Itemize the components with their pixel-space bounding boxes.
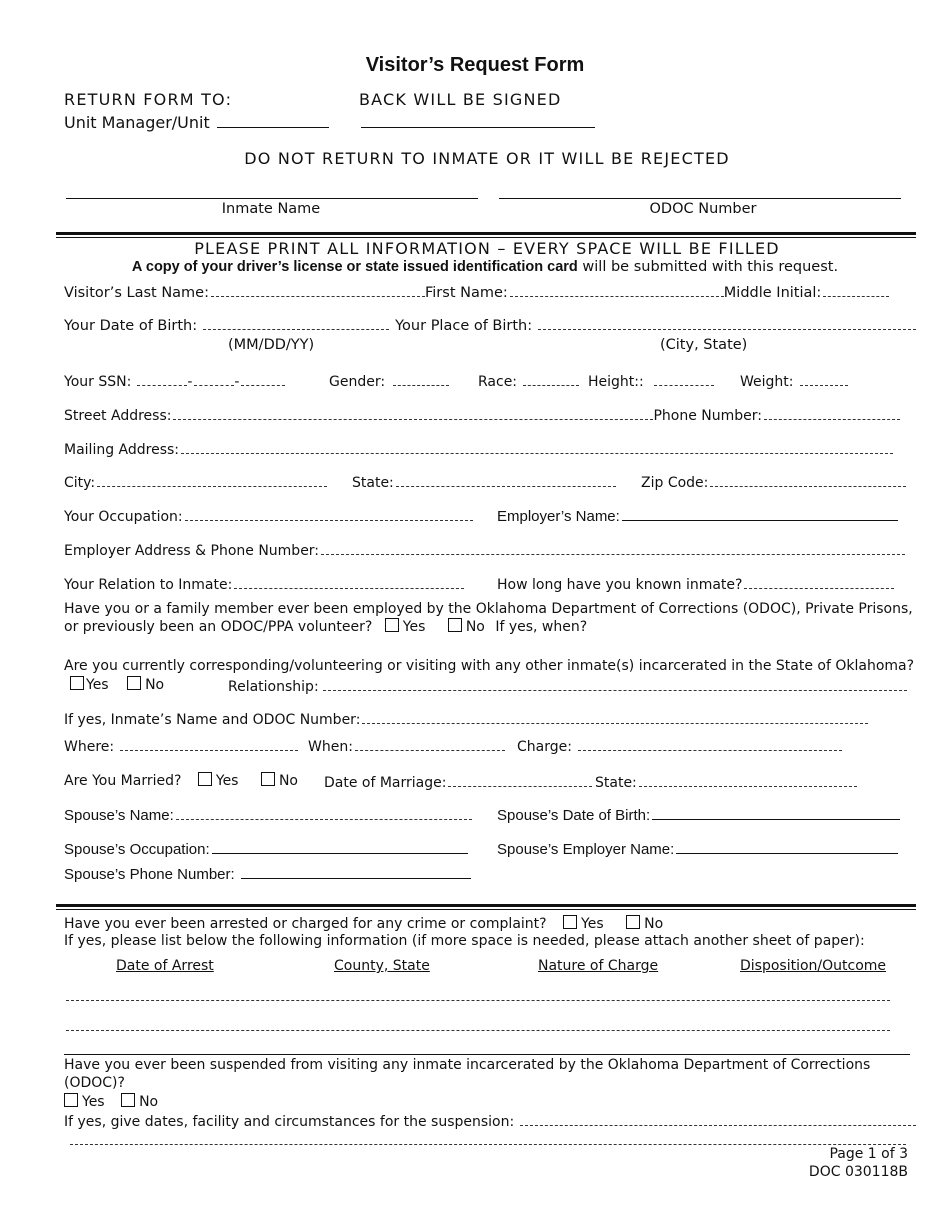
pob-hint: (City, State)	[660, 337, 748, 353]
ssn-field-1[interactable]	[137, 371, 187, 386]
how-long-group	[497, 574, 894, 593]
zip-field[interactable]	[710, 472, 906, 487]
doc-number: DOC 030118B	[808, 1164, 908, 1180]
spouse-dob-field[interactable]	[652, 805, 900, 820]
weight-field[interactable]	[800, 371, 848, 386]
suspension-options	[64, 1093, 158, 1110]
occupation-group	[64, 506, 473, 525]
back-signed-label: BACK WILL BE SIGNED	[359, 90, 562, 109]
ssn-field-3[interactable]	[241, 371, 285, 386]
other-inmate-row	[64, 709, 868, 728]
col-disposition: Disposition/Outcome	[740, 958, 887, 974]
employer-name-field[interactable]	[622, 506, 898, 521]
odoc-number-label: ODOC Number	[649, 201, 757, 217]
relationship-group	[228, 676, 907, 695]
section-divider-bottom	[64, 1054, 910, 1055]
gender-label: Gender:	[329, 374, 386, 390]
return-form-to-label: RETURN FORM TO:	[64, 90, 233, 109]
employment-question-text: or previously been an ODOC/PPA volunteer?	[64, 619, 373, 635]
charge-group	[517, 736, 842, 755]
height-group	[588, 371, 714, 390]
print-all-instruction: PLEASE PRINT ALL INFORMATION – EVERY SPACE WILL BE FILLED	[194, 239, 780, 258]
corresponding-yes-label: Yes	[86, 677, 109, 693]
where-label: Where:	[64, 739, 115, 755]
spouse-phone-label: Spouse’s Phone Number:	[64, 866, 235, 883]
spouse-occupation-label: Spouse’s Occupation:	[64, 841, 210, 858]
relationship-field[interactable]	[323, 676, 907, 691]
employment-question: Have you or a family member ever been employed by the Oklahoma Department of Corrections (ODOC), Private Prisons,	[64, 601, 913, 617]
arrest-entry-line[interactable]	[64, 1016, 890, 1035]
suspension-details-label: If yes, give dates, facility and circumstances for the suspension:	[64, 1114, 515, 1130]
suspension-question: Have you ever been suspended from visiting any inmate incarcerated by the Oklahoma Department of Corrections	[64, 1057, 871, 1073]
suspension-yes-label: Yes	[82, 1094, 105, 1110]
col-county-state: County, State	[334, 958, 430, 974]
spouse-phone-group	[64, 864, 471, 883]
employment-yes-label: Yes	[402, 619, 426, 635]
race-label: Race:	[478, 374, 518, 390]
corresponding-options	[70, 676, 164, 693]
employment-no-checkbox[interactable]	[448, 618, 462, 632]
state-field[interactable]	[396, 472, 616, 487]
name-row	[64, 282, 889, 301]
suspension-question-line2: (ODOC)?	[64, 1075, 125, 1091]
arrest-no-label: No	[644, 916, 664, 932]
birth-row	[64, 315, 916, 334]
race-field[interactable]	[523, 371, 579, 386]
pob-field[interactable]	[538, 315, 916, 330]
id-copy-instruction	[0, 259, 950, 275]
state-label: State:	[352, 475, 394, 491]
id-copy-rest: will be submitted with this request.	[577, 259, 839, 275]
arrest-yes-label: Yes	[581, 916, 604, 932]
ssn-separator: -	[187, 374, 193, 390]
middle-initial-label: Middle Initial:	[723, 285, 822, 301]
when-label: When:	[308, 739, 353, 755]
when-group	[308, 736, 505, 755]
arrest-entry-line[interactable]	[64, 986, 890, 1005]
street-label: Street Address:	[64, 408, 172, 424]
how-long-label: How long have you known inmate?	[497, 577, 743, 593]
corresponding-no-checkbox[interactable]	[127, 676, 141, 690]
zip-label: Zip Code:	[641, 475, 709, 491]
occupation-label: Your Occupation:	[64, 509, 183, 525]
corresponding-no-label: No	[145, 677, 165, 693]
spouse-occupation-group	[64, 839, 468, 858]
marriage-state-label: State:	[595, 775, 637, 791]
arrest-instruction: If yes, please list below the following information (if more space is needed, please attach another sheet of paper):	[64, 933, 865, 949]
spouse-dob-group	[497, 805, 900, 824]
phone-field[interactable]	[764, 405, 900, 420]
spouse-phone-field[interactable]	[241, 864, 471, 879]
relation-field[interactable]	[234, 574, 464, 589]
weight-label: Weight:	[740, 374, 794, 390]
first-name-label: First Name:	[424, 285, 508, 301]
relation-group	[64, 574, 464, 593]
weight-group	[740, 371, 848, 390]
arrest-row	[64, 915, 663, 932]
occupation-field[interactable]	[185, 506, 473, 521]
pob-label: Your Place of Birth:	[395, 318, 533, 334]
ssn-field-2[interactable]	[194, 371, 234, 386]
where-group	[64, 736, 298, 755]
other-inmate-field[interactable]	[362, 709, 868, 724]
suspension-no-checkbox[interactable]	[121, 1093, 135, 1107]
charge-field[interactable]	[578, 736, 842, 751]
gender-field[interactable]	[393, 371, 449, 386]
relationship-label: Relationship:	[228, 679, 319, 695]
employer-name-label: Employer’s Name:	[497, 508, 620, 525]
unit-manager-field[interactable]	[217, 113, 329, 128]
suspension-details-field[interactable]	[520, 1111, 916, 1126]
city-group	[64, 472, 327, 491]
arrest-no-checkbox[interactable]	[626, 915, 640, 929]
gender-group	[329, 371, 449, 390]
col-nature-of-charge: Nature of Charge	[538, 958, 659, 974]
dob-hint: (MM/DD/YY)	[228, 337, 315, 353]
how-long-field[interactable]	[744, 574, 894, 589]
unit-manager-row	[64, 113, 329, 132]
ssn-separator: -	[234, 374, 240, 390]
spouse-employer-label: Spouse’s Employer Name:	[497, 841, 675, 858]
marriage-state-field[interactable]	[639, 772, 857, 787]
spouse-employer-field[interactable]	[676, 839, 898, 854]
married-no-checkbox[interactable]	[261, 772, 275, 786]
employment-question-line2	[64, 618, 587, 635]
mailing-field[interactable]	[181, 439, 893, 454]
back-signed-field[interactable]	[359, 113, 595, 132]
marriage-date-group	[324, 772, 592, 791]
suspension-yes-checkbox[interactable]	[64, 1093, 78, 1107]
married-yes-checkbox[interactable]	[198, 772, 212, 786]
spouse-occupation-field[interactable]	[212, 839, 468, 854]
spouse-dob-label: Spouse’s Date of Birth:	[497, 807, 651, 824]
charge-label: Charge:	[517, 739, 572, 755]
id-copy-bold: A copy of your driver’s license or state issued identification card	[131, 259, 578, 275]
married-yes-label: Yes	[215, 773, 239, 789]
arrest-question: Have you ever been arrested or charged for any crime or complaint?	[64, 916, 547, 932]
relation-label: Your Relation to Inmate:	[64, 577, 233, 593]
col-date-of-arrest: Date of Arrest	[116, 958, 214, 974]
zip-group	[641, 472, 906, 491]
ssn-label: Your SSN:	[64, 374, 132, 390]
page-number: Page 1 of 3	[829, 1146, 908, 1162]
corresponding-question: Are you currently corresponding/volunteering or visiting with any other inmate(s) incarcerated in the State of Oklahoma?	[64, 658, 915, 674]
do-not-return-warning: DO NOT RETURN TO INMATE OR IT WILL BE REJECTED	[244, 149, 730, 168]
state-group	[352, 472, 616, 491]
employment-when-label: If yes, when?	[495, 619, 588, 635]
race-group	[478, 371, 579, 390]
first-name-field[interactable]	[510, 282, 724, 297]
dob-field[interactable]	[203, 315, 389, 330]
height-field[interactable]	[654, 371, 714, 386]
employer-address-row	[64, 540, 905, 559]
where-field[interactable]	[120, 736, 298, 751]
dob-label: Your Date of Birth:	[64, 318, 198, 334]
employer-address-label: Employer Address & Phone Number:	[64, 543, 320, 559]
corresponding-yes-checkbox[interactable]	[70, 676, 84, 690]
when-field[interactable]	[355, 736, 505, 751]
spouse-employer-group	[497, 839, 898, 858]
arrest-yes-checkbox[interactable]	[563, 915, 577, 929]
employer-name-group	[497, 506, 898, 525]
street-field[interactable]	[173, 405, 653, 420]
suspension-details-row	[64, 1111, 916, 1130]
other-inmate-label: If yes, Inmate’s Name and ODOC Number:	[64, 712, 361, 728]
marriage-state-group	[595, 772, 857, 791]
married-no-label: No	[278, 773, 298, 789]
mailing-label: Mailing Address:	[64, 442, 180, 458]
phone-label: Phone Number:	[653, 408, 762, 424]
section-divider-top	[56, 232, 916, 238]
section-divider-middle	[56, 904, 916, 910]
city-field[interactable]	[97, 472, 327, 487]
middle-initial-field[interactable]	[823, 282, 889, 297]
form-title: Visitor’s Request Form	[365, 54, 585, 76]
mailing-row	[64, 439, 893, 458]
marriage-date-field[interactable]	[448, 772, 592, 787]
inmate-name-label: Inmate Name	[221, 201, 321, 217]
spouse-name-label: Spouse’s Name:	[64, 807, 174, 824]
suspension-no-label: No	[139, 1094, 159, 1110]
employment-no-label: No	[465, 619, 485, 635]
married-label: Are You Married?	[64, 773, 182, 789]
spouse-name-group	[64, 805, 472, 824]
last-name-label: Visitor’s Last Name:	[64, 285, 209, 301]
city-label: City:	[64, 475, 96, 491]
employment-yes-checkbox[interactable]	[385, 618, 399, 632]
street-row	[64, 405, 900, 424]
spouse-name-field[interactable]	[176, 805, 472, 820]
marriage-date-label: Date of Marriage:	[324, 775, 447, 791]
married-row	[64, 772, 298, 789]
last-name-field[interactable]	[211, 282, 425, 297]
ssn-row	[64, 371, 285, 390]
height-label: Height::	[588, 374, 644, 390]
employer-address-field[interactable]	[321, 540, 905, 555]
suspension-extra-line[interactable]	[68, 1130, 906, 1149]
unit-manager-label: Unit Manager/Unit	[64, 113, 210, 132]
